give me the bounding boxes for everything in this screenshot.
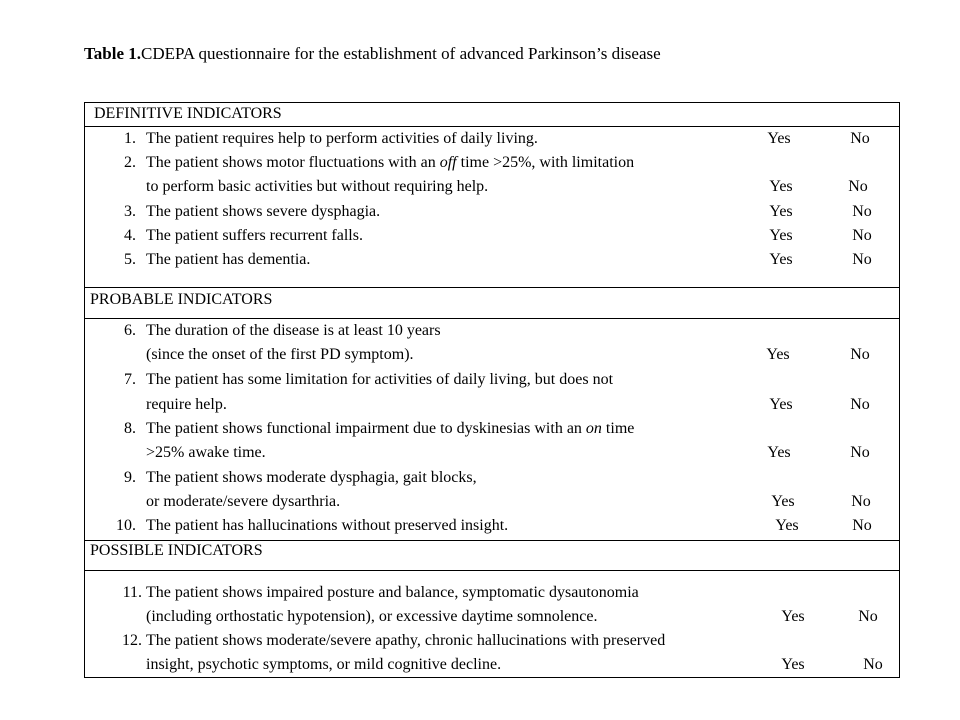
table-divider — [84, 126, 900, 127]
answer-yes: Yes — [769, 251, 793, 268]
section-title-probable: PROBABLE INDICATORS — [90, 291, 273, 308]
item-text: insight, psychotic symptoms, or mild cognitive decline. — [146, 656, 502, 673]
item-number: 5. — [124, 251, 136, 268]
answer-yes: Yes — [775, 517, 799, 534]
item-text: The patient shows moderate/severe apathy, chronic hallucinations with preserved — [146, 632, 666, 649]
item-text-part: The patient shows functional impairment due to dyskinesias with an — [146, 420, 586, 437]
answer-yes: Yes — [781, 608, 805, 625]
item-number: 1. — [124, 130, 136, 147]
item-text-italic: on — [585, 420, 602, 437]
item-text: The patient has hallucinations without preserved insight. — [146, 517, 509, 534]
answer-yes: Yes — [781, 656, 805, 673]
table-caption-label: Table 1. — [84, 44, 142, 63]
item-number: 10. — [116, 517, 136, 534]
answer-no: No — [850, 130, 870, 147]
answer-yes: Yes — [771, 493, 795, 510]
item-text-part: The patient shows motor fluctuations with an — [146, 154, 440, 171]
item-text-italic: off — [439, 154, 457, 171]
item-text — [146, 419, 634, 439]
item-text: or moderate/severe dysarthria. — [146, 493, 341, 510]
item-number: 4. — [124, 227, 136, 244]
answer-no: No — [852, 203, 872, 220]
answer-yes: Yes — [767, 444, 791, 461]
item-text — [146, 153, 634, 173]
section-title-definitive: DEFINITIVE INDICATORS — [94, 105, 282, 122]
item-text: to perform basic activities but without requiring help. — [146, 178, 489, 195]
item-text-part: time >25%, with limitation — [456, 154, 635, 171]
item-number: 3. — [124, 203, 136, 220]
answer-yes: Yes — [769, 203, 793, 220]
answer-yes: Yes — [766, 346, 790, 363]
item-text: require help. — [146, 396, 227, 413]
answer-no: No — [851, 493, 871, 510]
item-text: The patient shows severe dysphagia. — [146, 203, 381, 220]
table-divider — [84, 318, 900, 319]
item-number: 2. — [124, 154, 136, 171]
item-text-part: time — [601, 420, 635, 437]
answer-no: No — [850, 396, 870, 413]
table-caption-text: CDEPA questionnaire for the establishment of advanced Parkinson’s disease — [141, 44, 661, 63]
answer-yes: Yes — [767, 130, 791, 147]
item-text: (including orthostatic hypotension), or excessive daytime somnolence. — [146, 608, 598, 625]
answer-no: No — [852, 227, 872, 244]
item-number: 6. — [124, 322, 136, 339]
answer-no: No — [852, 517, 872, 534]
item-number: 9. — [124, 469, 136, 486]
table-caption — [84, 44, 661, 64]
answer-no: No — [848, 178, 868, 195]
answer-no: No — [850, 346, 870, 363]
answer-no: No — [850, 444, 870, 461]
answer-no: No — [863, 656, 883, 673]
item-text: The patient has some limitation for activities of daily living, but does not — [146, 371, 614, 388]
item-number: 8. — [124, 420, 136, 437]
item-number: 12. — [122, 632, 142, 649]
item-text: The patient has dementia. — [146, 251, 311, 268]
answer-yes: Yes — [769, 178, 793, 195]
answer-no: No — [852, 251, 872, 268]
table-divider — [84, 287, 900, 288]
item-text: The patient suffers recurrent falls. — [146, 227, 363, 244]
item-text: The patient shows moderate dysphagia, gait blocks, — [146, 469, 477, 486]
item-number: 11. — [122, 584, 142, 601]
item-text: The duration of the disease is at least 10 years — [146, 322, 441, 339]
item-text: The patient shows impaired posture and balance, symptomatic dysautonomia — [146, 584, 639, 601]
answer-yes: Yes — [769, 227, 793, 244]
answer-no: No — [858, 608, 878, 625]
section-title-possible: POSSIBLE INDICATORS — [90, 542, 263, 559]
item-text: The patient requires help to perform activities of daily living. — [146, 130, 538, 147]
item-number: 7. — [124, 371, 136, 388]
answer-yes: Yes — [769, 396, 793, 413]
item-text: >25% awake time. — [146, 444, 266, 461]
item-text: (since the onset of the first PD symptom). — [146, 346, 414, 363]
table-divider — [84, 570, 900, 571]
